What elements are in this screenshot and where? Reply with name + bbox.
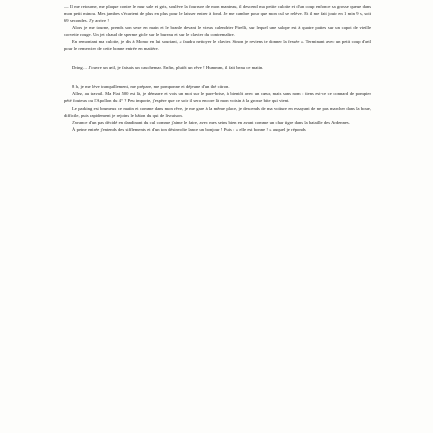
paragraph: Le parking est brumeux ce matin et comme dans mon rêve, je me gare à la même place, je descends de ma voiture en essayant de ne pas marcher dans la boue, difficile, puis rapidement je rejoins le bâton du qui de livraison.: [64, 105, 371, 118]
section-gap: [64, 71, 371, 83]
paragraph: Allez, au travail. Ma Fiat 500 est là, je démarre et vois un mot sur le pare-brise, à bientôt avec un cœur, mais sans nom : tiens est-ce ce connard de pompier pété fouteux ou l'Apollon du 4° ? Peu importe, j'espère que ce soir il sera encore là mon voisin à la grosse bite qui vient.: [64, 91, 371, 104]
paragraph-opening: — Il me retourne, me plaque contre le mur sale et gris, soulève la fourrure de mon manteau, il descend ma petite culotte et d'un coup enfonce sa grosse queue dans mon petit minou. Mes jambes s'écartent de plus en plus pour le laisser entrer à fond. Je me cambre pour que mon cul se relève. Et il me fait jouir en 1 min 9 s, soit 69 secondes. J'y arrive !: [64, 4, 371, 24]
paragraph: J'avance d'un pas décidé en dandinant du cul comme j'aime le faire, avec mes seins bien en avant comme un char tigre dans la bataille des Ardennes.: [72, 119, 350, 125]
paragraph: 8 h, je me lève tranquillement, me prépare, me pomponne et déjeune d'un thé citron.: [72, 84, 230, 90]
paragraph: En remontant ma culotte, je dis à Momo en lui souriant, « faudra nettoyer le clavier. Sinon je reviens te donner la fessée ». Terminant avec un petit coup d'œil pour le remercier de cette bonne entrée en matière.: [64, 39, 371, 52]
section-gap: [64, 52, 371, 64]
paragraph: Alors je me tourne, prends son sexe en main et le branle devant le vieux calendrier Pirelli, sur lequel une salope est à quatre pattes sur un capot de vieille corvette rouge. Un jet chaud de sperme gicle sur le bureau et sur le clavier du contremaître.: [64, 25, 371, 38]
paragraph: À peine entrée j'entends des sifflements et d'un ton désinvolte lance un bonjour ! Puis : « elle est bonne ! » auquel je réponds: [72, 126, 306, 132]
paragraph: Dring… J'ouvre un œil, je faisais un cauchemar. Enfin, plutôt un rêve ! Hummm, il fait beau ce matin.: [72, 65, 264, 71]
